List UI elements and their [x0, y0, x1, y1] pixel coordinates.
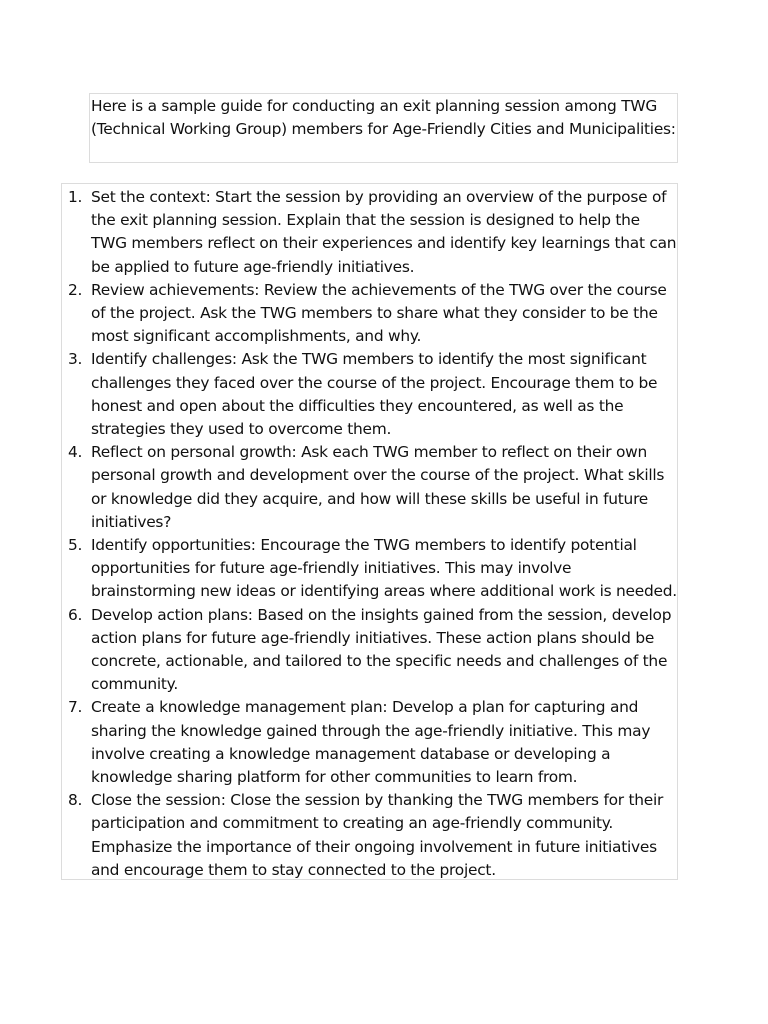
list-item	[68, 696, 677, 789]
list-item-number: 1.	[68, 188, 83, 206]
list-item-text: Set the context: Start the session by providing an overview of the purpose of the exit planning session. Explain that the session is designed to help the TWG members reflect on their experiences and identify key learnings that can be applied to future age-friendly initiatives.	[91, 188, 677, 276]
list-item-text: Reflect on personal growth: Ask each TWG member to reflect on their own personal growth and development over the course of the project. What skills or knowledge did they acquire, and how will these skills be useful in future initiatives?	[91, 443, 665, 531]
list-item-number: 3.	[68, 350, 83, 369]
list-item	[68, 604, 677, 697]
list-item-number: 7.	[68, 698, 83, 717]
list-item-number: 2.	[68, 280, 83, 299]
intro-paragraph: Here is a sample guide for conducting an exit planning session among TWG (Technical Working Group) members for Age-Friendly Cities and Municipalities:	[89, 93, 678, 163]
list-item	[68, 186, 677, 279]
list-item-number: 6.	[68, 605, 83, 624]
list-item-number: 5.	[68, 536, 83, 555]
list-item-number: 8.	[68, 791, 83, 810]
list-item	[68, 441, 677, 534]
list-item	[68, 348, 677, 441]
list-item-number: 4.	[68, 443, 83, 462]
list-item	[68, 789, 677, 882]
list-item-text: Review achievements: Review the achievements of the TWG over the course of the project. Ask the TWG members to share what they consider to be the most significant accomplishments, and why.	[91, 280, 667, 346]
steps-list	[62, 184, 677, 882]
list-item-text: Identify challenges: Ask the TWG members to identify the most significant challenges they faced over the course of the project. Encourage them to be honest and open about the difficulties they encountered, as well as the strategies they used to overcome them.	[91, 350, 658, 439]
steps-list-container	[61, 183, 678, 880]
list-item	[68, 279, 677, 349]
list-item-text: Develop action plans: Based on the insights gained from the session, develop action plans for future age-friendly initiatives. These action plans should be concrete, actionable, and tailored to the specific needs and challenges of the community.	[91, 605, 672, 694]
list-item-text: Close the session: Close the session by thanking the TWG members for their participation and commitment to creating an age-friendly community. Emphasize the importance of their ongoing involvement in future initiatives and encourage them to stay connected to the project.	[91, 791, 664, 879]
list-item-text: Create a knowledge management plan: Develop a plan for capturing and sharing the knowledge gained through the age-friendly initiative. This may involve creating a knowledge management database or developing a knowledge sharing platform for other communities to learn from.	[91, 698, 651, 787]
list-item	[68, 534, 677, 604]
list-item-text: Identify opportunities: Encourage the TWG members to identify potential opportunities for future age-friendly initiatives. This may involve brainstorming new ideas or identifying areas where additional work is needed.	[91, 536, 677, 601]
